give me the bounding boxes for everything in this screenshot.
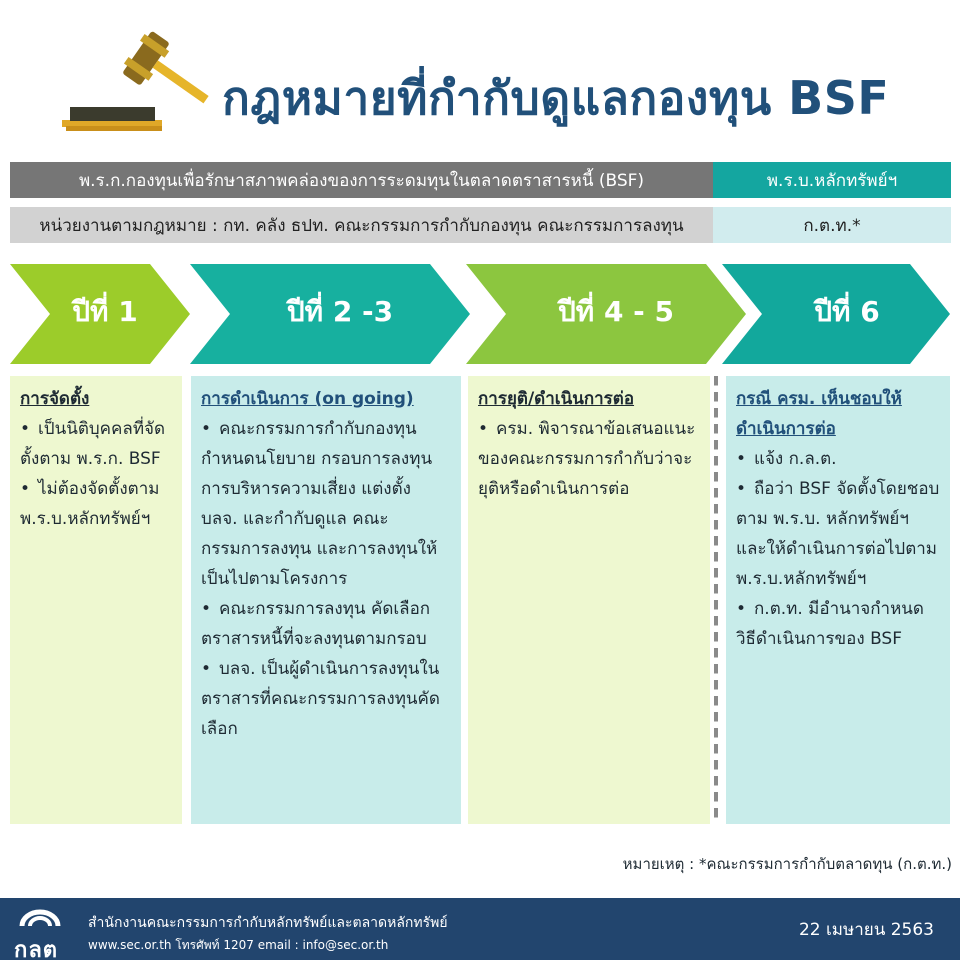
agency-bar-bsf: หน่วยงานตามกฎหมาย : กท. คลัง ธปท. คณะกรรมการกำกับกองทุน คณะกรรมการลงทุน (10, 207, 713, 243)
phase-4-5-heading: การยุติ/ดำเนินการต่อ (478, 389, 635, 409)
arrow-label-year-2-3: ปีที่ 2 -3 (286, 295, 394, 328)
phase-4-5-panel (468, 376, 710, 824)
list-item: • คณะกรรมการกำกับกองทุน กำหนดนโยบาย กรอบการลงทุน การบริหารความเสี่ยง แต่งตั้ง บลจ. และกำกับดูแล คณะกรรมการลงทุน และการลงทุนให้เป็นไปตามโครงการ (201, 419, 438, 589)
list-item: • ก.ต.ท. มีอำนาจกำหนดวิธีดำเนินการของ BSF (736, 599, 924, 649)
law-bar-securities-act: พ.ร.บ.หลักทรัพย์ฯ (713, 162, 951, 198)
phase-1-panel (10, 376, 182, 824)
list-item: • แจ้ง ก.ล.ต. (736, 449, 837, 469)
list-item: • ครม. พิจารณาข้อเสนอแนะของคณะกรรมการกำกับว่าจะยุติหรือดำเนินการต่อ (478, 419, 696, 499)
arrow-label-year-4-5: ปีที่ 4 - 5 (557, 295, 675, 328)
list-item: • บลจ. เป็นผู้ดำเนินการลงทุนในตราสารที่คณะกรรมการลงทุนคัดเลือก (201, 659, 440, 739)
contact-info[interactable]: www.sec.or.th โทรศัพท์ 1207 email : info@sec.or.th (88, 938, 389, 952)
gavel-icon (60, 25, 210, 135)
publish-date: 22 เมษายน 2563 (798, 920, 934, 940)
list-item: • เป็นนิติบุคคลที่จัดตั้งตาม พ.ร.ก. BSF (20, 419, 166, 469)
list-item: • ถือว่า BSF จัดตั้งโดยชอบตาม พ.ร.บ. หลักทรัพย์ฯ และให้ดำเนินการต่อไปตาม พ.ร.บ.หลักทรัพย์ฯ (736, 479, 940, 589)
phase-2-3-heading: การดำเนินการ (on going) (201, 389, 414, 409)
phase-2-3-panel (191, 376, 461, 824)
arrow-label-year-6: ปีที่ 6 (814, 295, 880, 328)
footnote: หมายเหตุ : *คณะกรรมการกำกับตลาดทุน (ก.ต.ท.) (622, 855, 952, 873)
logo-text: กลต (14, 938, 59, 960)
agency-bar-ktt: ก.ต.ท.* (713, 207, 951, 243)
arrow-label-year-1: ปีที่ 1 (72, 295, 138, 328)
organization-name: สำนักงานคณะกรรมการกำกับหลักทรัพย์และตลาดหลักทรัพย์ (88, 915, 448, 931)
phase-6-heading: กรณี ครม. เห็นชอบให้ดำเนินการต่อ (736, 389, 902, 439)
list-item: • ไม่ต้องจัดตั้งตาม พ.ร.บ.หลักทรัพย์ฯ (20, 479, 160, 529)
phase-6-panel (726, 376, 950, 824)
page-title: กฎหมายที่กำกับดูแลกองทุน BSF (222, 71, 890, 125)
footer (0, 898, 960, 960)
list-item: • คณะกรรมการลงทุน คัดเลือกตราสารหนี้ที่จะลงทุนตามกรอบ (201, 599, 431, 649)
law-bar-bsf: พ.ร.ก.กองทุนเพื่อรักษาสภาพคล่องของการระดมทุนในตลาดตราสารหนี้ (BSF) (10, 162, 713, 198)
dashed-divider (714, 376, 718, 824)
phase-1-heading: การจัดตั้ง (20, 389, 90, 409)
